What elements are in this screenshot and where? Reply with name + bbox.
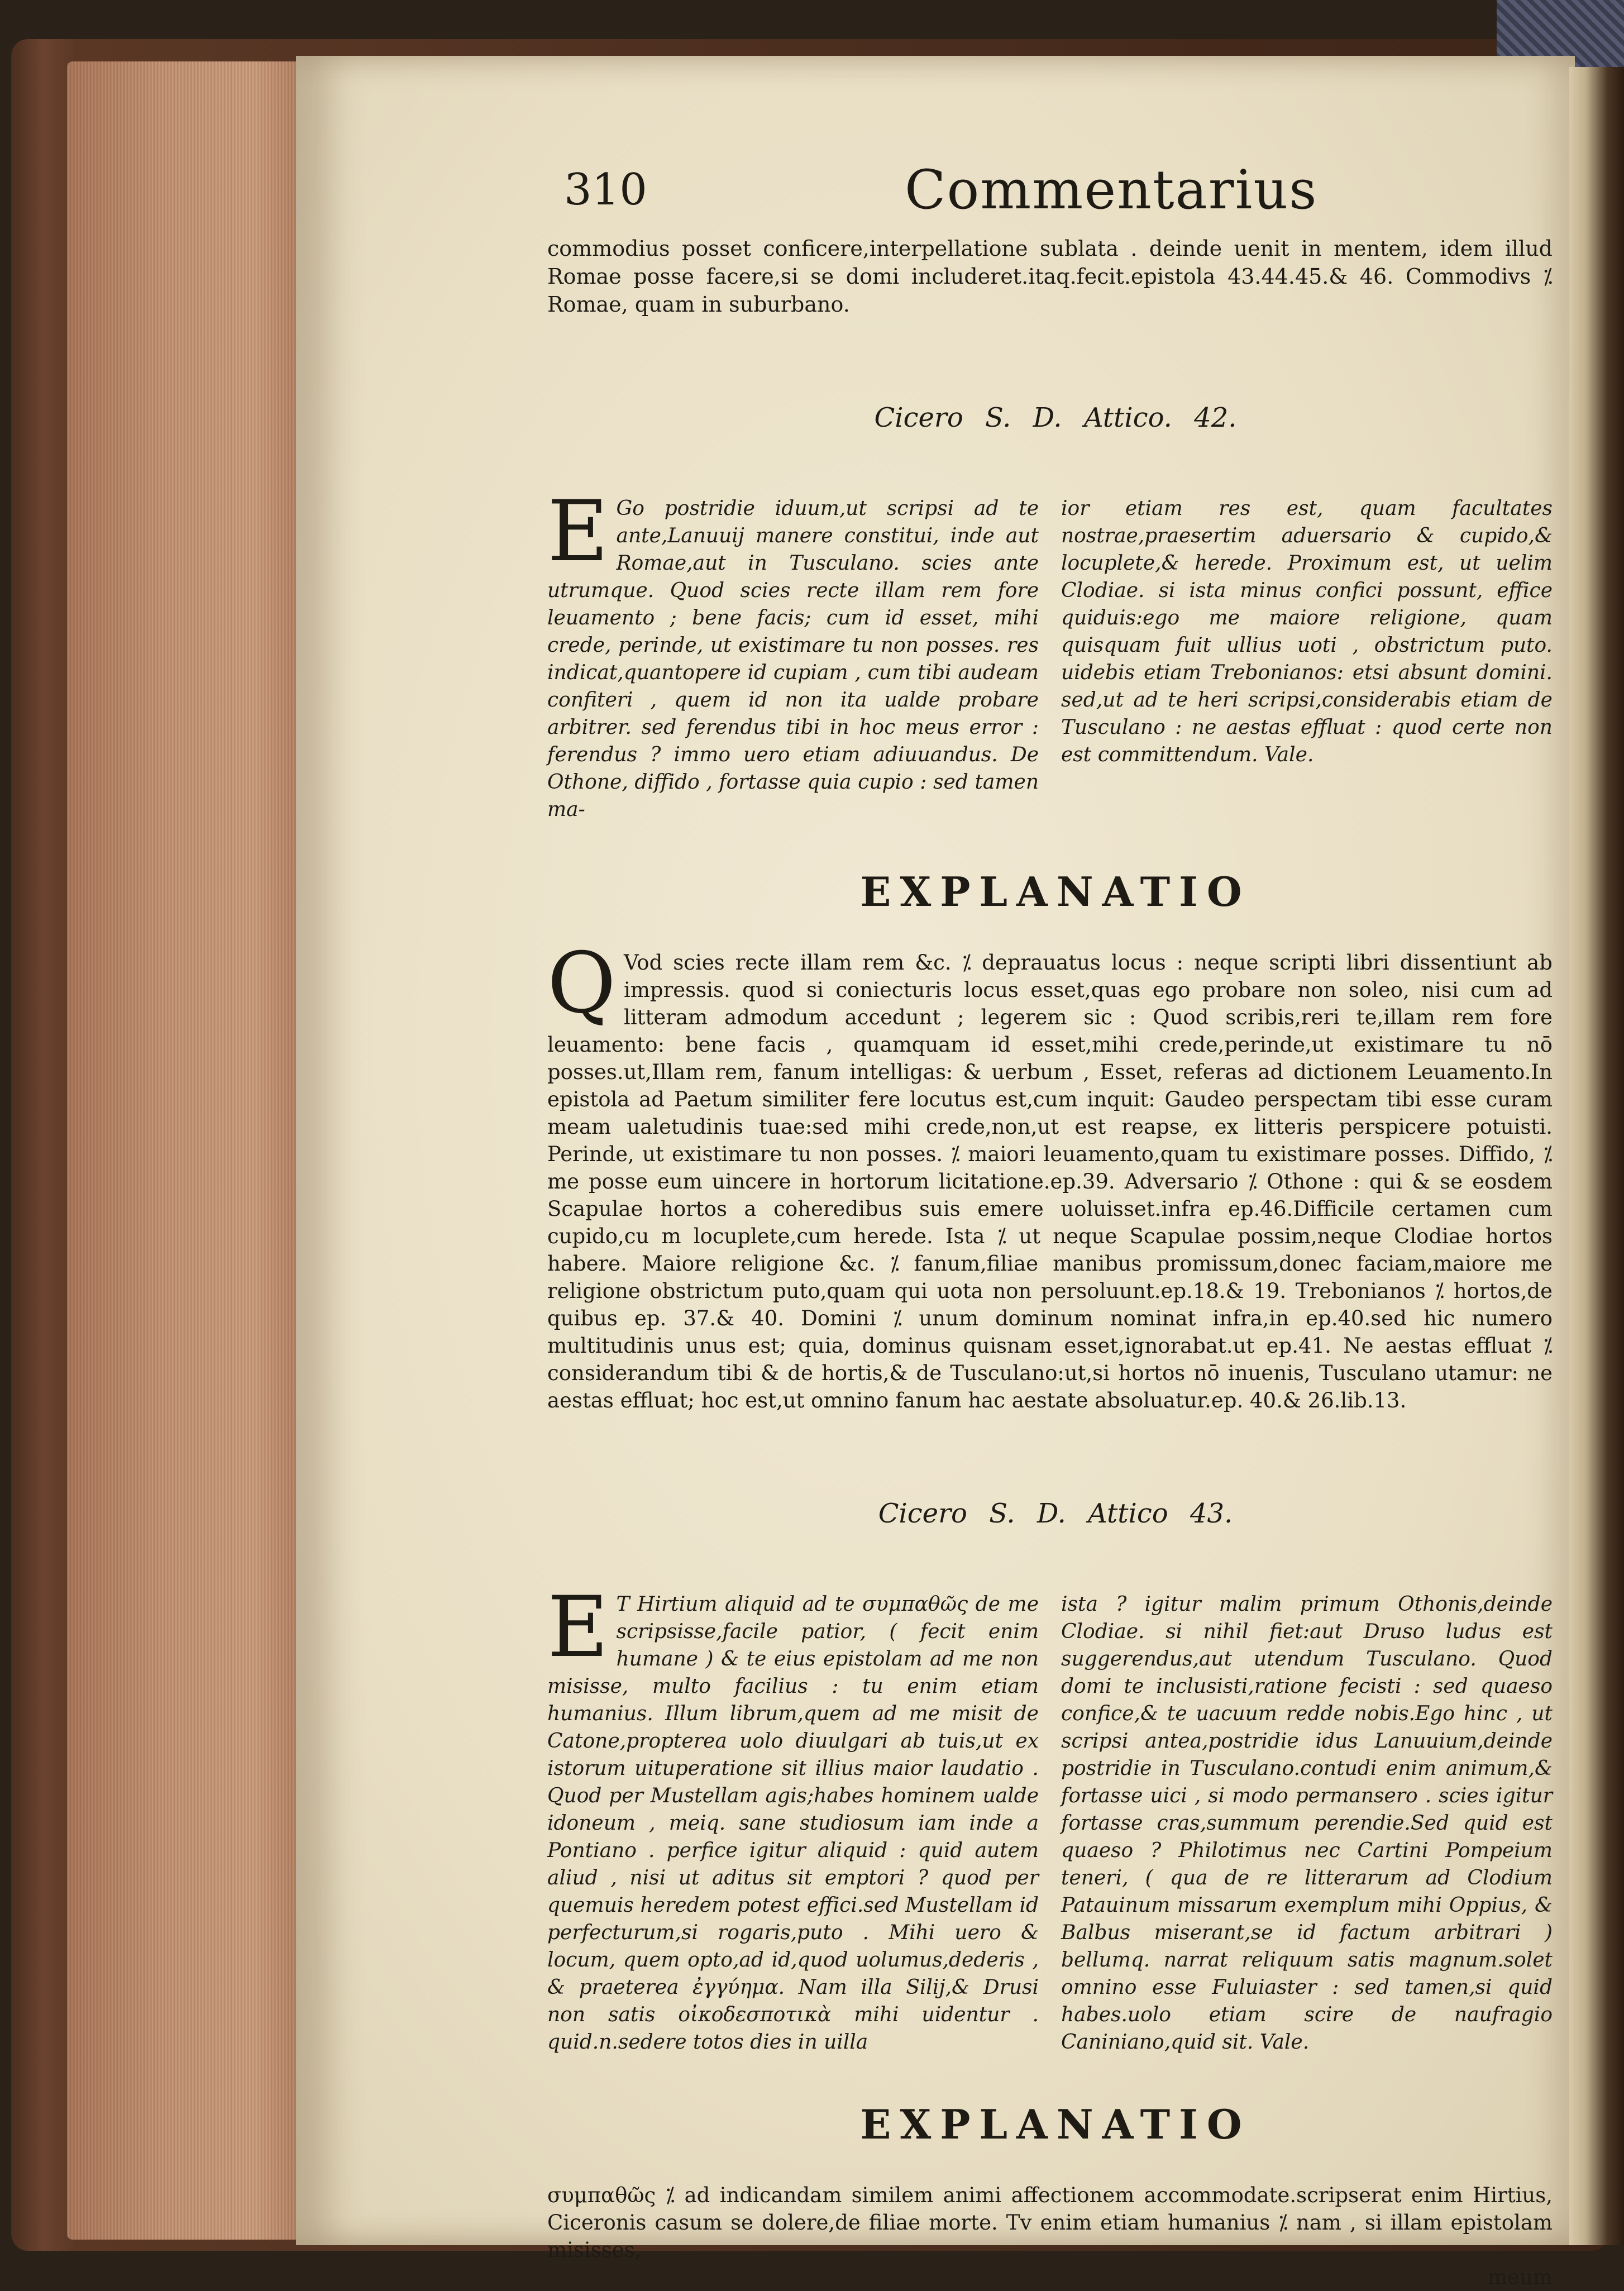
letter-42-dropcap: E [547, 483, 609, 580]
explanatio-43-heading: EXPLANATIO [860, 2101, 1251, 2148]
catchword: meum [1488, 2265, 1553, 2289]
letter-43-right-column: ista ? igitur malim primum Othonis,deinde Clodiae. si nihil fiet:aut Druso ludus est suggerendus,aut utendum Tusculano. Quod domi te inclusisti,ratione fecisti : sed quaeso confice,& te uacuum redde nobis.Ego hinc , ut scripsi antea,postridie idus Lanuuium,deinde postridie in Tusculano.contudi enim animum,& fortasse uici , si modo permansero . scies igitur fortasse cras,summum perendie.Sed quid est quaeso ? Philotimus nec Cartini Pompeium teneri, ( qua de re litterarum ad Clodium Patauinum missarum exemplum mihi Oppius, & Balbus miserant,se id factum arbitrari ) bellumq. narrat reliquum satis magnum.solet omnino esse Fuluiaster : sed tamen,si quid habes.uolo etiam scire de naufragio Caniniano,quid sit. Vale. [1061, 1593, 1553, 2054]
explanatio-42-dropcap: Q [547, 935, 616, 1032]
letter-43-left-text: T Hirtium aliquid ad te συμπαθῶς de me scripsisse,facile patior, ( fecit enim humane ) & te eius epistolam ad me non misisse, multo facilius : tu enim etiam humanius. Illum librum,quem ad me misit de Catone,propterea uolo diuulgari ab tuis,ut ex istorum uituperatione sit illius maior laudatio . Quod per Mustellam agis;habes hominem ualde idoneum , meiq. sane studiosum iam inde a Pontiano . perfice igitur aliquid : quid autem aliud , nisi ut aditus sit emptori ? quod per quemuis heredem potest effici.sed Mustellam id perfecturum,si rogaris,puto . Mihi uero & locum, quem opto,ad id,quod uolumus,dederis , & praeterea ἐγγύημα. Nam illa Silij,& Drusi non satis οἰκοδεσποτικὰ mihi uidentur . quid.n.sedere totos dies in uilla [547, 1593, 1039, 2054]
letter-42-right-column: ior etiam res est, quam facultates nostrae,praesertim aduersario & cupido,& locuplete,& herede. Proximum est, ut uelim Clodiae. si ista minus confici possunt, effice quiduis:ego me maiore religione, quam quisquam fuit ullius uoti , obstrictum puto. uidebis etiam Trebonianos: etsi absunt domini. sed,ut ad te heri scripsi,considerabis etiam de Tusculano : ne aestas effluat : quod certe non est committendum. Vale. [1061, 497, 1553, 766]
running-head-title: Commentarius [905, 159, 1318, 221]
explanatio-42-heading: EXPLANATIO [860, 868, 1251, 915]
running-head [547, 156, 1564, 235]
page-content [547, 156, 1564, 2291]
page-number: 310 [564, 165, 647, 215]
letter-43-heading: Cicero S. D. Attico 43. [878, 1498, 1233, 1529]
explanatio-42-text: Vod scies recte illam rem &c. ⁒ deprauatus locus : neque scripti libri dissentiunt ab impressis. quod si coniecturis locus esset,quas ego probare non soleo, nisi cum ad litteram admodum accedunt ; legerem sic : Quod scribis,reri te,illam rem fore leuamento: bene facis , quamquam id esset,mihi crede,perinde,ut existimare tu nō posses.ut,Illam rem, fanum intelligas: & uerbum , Esset, referas ad dictionem Leuamento.In epistola ad Paetum similiter fere locutus est,cum inquit: Gaudeo perspectam tibi esse curam meam ualetudinis tuae:sed mihi crede,non,ut est reapse, ex litteris perspicere potuisti. Perinde, ut existimare tu non posses. ⁒ maiori leuamento,quam tu existimare posses. Diffido, ⁒ me posse eum uincere in hortorum licitatione.ep.39. Adversario ⁒ Othone : qui & se eosdem Scapulae hortos a coheredibus suis emere uoluisset.infra ep.46.Difficile certamen cum cupido,cu m locuplete,cum herede. Ista ⁒ ut neque Scapulae possim,neque Clodiae hortos habere. Maiore religione &c. ⁒ fanum,filiae manibus promissum,donec faciam,maiore me religione obstrictum puto,quam qui uota non persoluunt.ep.18.& 19. Trebonianos ⁒ hortos,de quibus ep. 37.& 40. Domini ⁒ unum dominum nominat infra,in ep.40.sed hic numero multitudinis unus est; quia, dominus quisnam esset,ignorabat.ut ep.41. Ne aestas effluat ⁒ considerandum tibi & de hortis,& de Tusculano:ut,si hortos nō inuenis, Tusculano utamur: ne aestas effluat; hoc est,ut omnino fanum hac aestate absoluatur.ep. 40.& 26.lib.13. [547, 951, 1553, 1412]
letter-43-columns [547, 1579, 1553, 2056]
explanatio-42-text-block [547, 935, 1553, 1414]
intro-paragraph: commodius posset conficere,interpellatione sublata . deinde uenit in mentem, idem illud Romae posse facere,si se domi includeret.itaq.fecit.epistola 43.44.45.& 46. Commodivs ⁒ Romae, quam in suburbano. [547, 236, 1553, 317]
explanatio-43-text: συμπαθῶς ⁒ ad indicandam similem animi affectionem accommodate.scripserat enim Hirtius, Ciceronis casum se dolere,de filiae morte. Tv enim etiam humanius ⁒ nam , si illam epistolam misisses, [547, 2183, 1553, 2262]
page-edges [67, 61, 302, 2240]
letter-42-left-text: Go postridie iduum,ut scripsi ad te ante,Lanuuij manere constitui, inde aut Romae,aut in Tusculano. scies ante utrumque. Quod scies recte illam rem fore leuamento ; bene facis; cum id esset, mihi crede, perinde, ut existimare tu non posses. res indicat,quantopere id cupiam , cum tibi audeam confiteri , quem id non ita ualde probare arbitrer. sed ferendus tibi in hoc meus error : ferendus ? immo uero etiam adiuuandus. De Othone, diffido , fortasse quia cupio : sed tamen ma- [547, 497, 1039, 821]
letter-42-columns [547, 483, 1553, 823]
letter-42-left-column [547, 483, 1039, 823]
letter-43-dropcap: E [547, 1579, 609, 1676]
facing-page-edge [1569, 67, 1624, 2245]
letter-42-heading: Cicero S. D. Attico. 42. [874, 402, 1237, 433]
letter-43-left-column [547, 1579, 1039, 2056]
